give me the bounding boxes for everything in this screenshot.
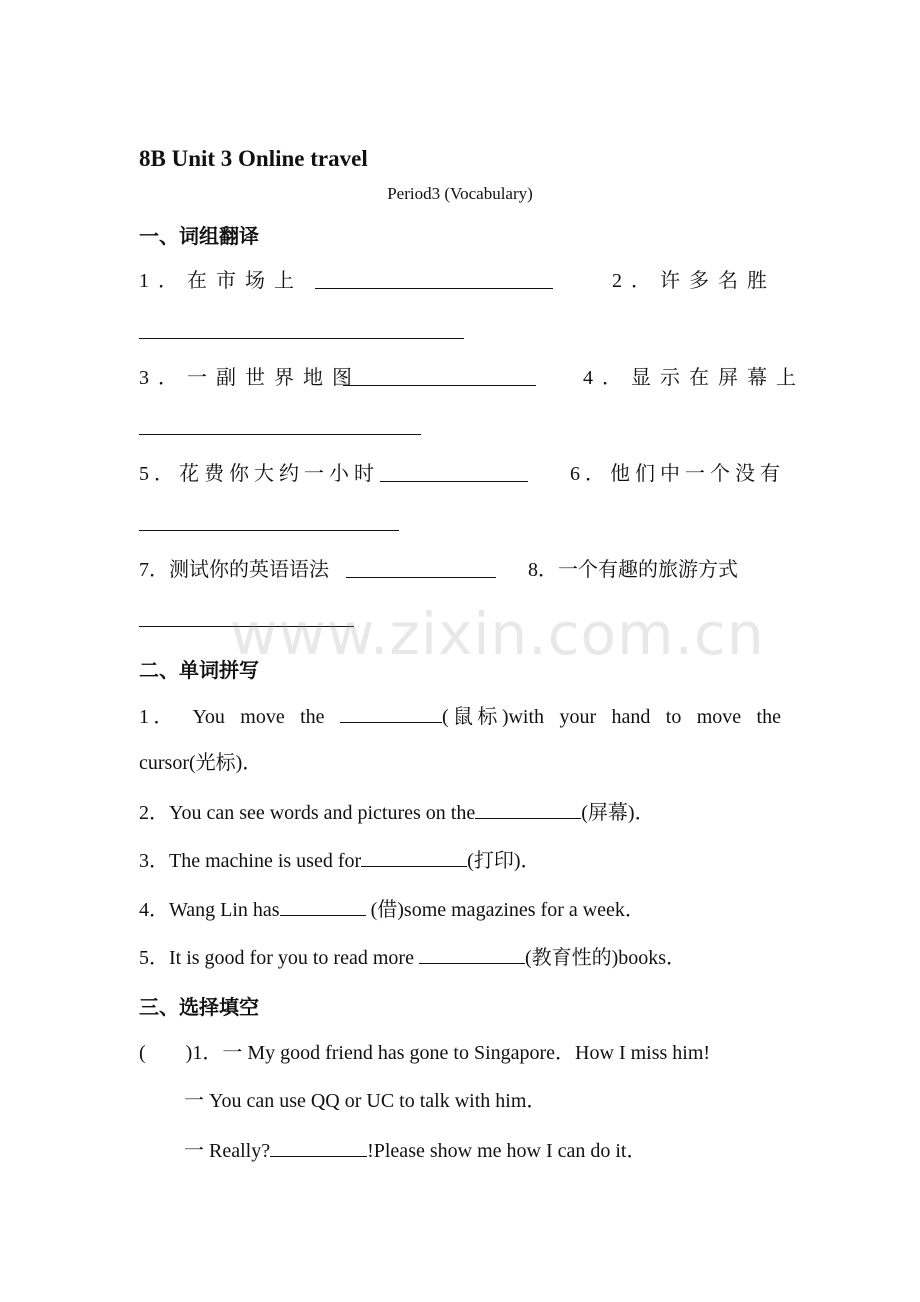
phrase-item-3: 3．一副世界地图 xyxy=(139,367,361,389)
phrase-item-7: 7．测试你的英语语法 xyxy=(139,559,329,581)
spelling-blank-3[interactable] xyxy=(361,846,467,867)
section-1-heading: 一、词组翻译 xyxy=(139,224,259,248)
spelling-item-1-cont: cursor(光标)． xyxy=(139,752,263,774)
phrase-item-1: 1．在市场上 xyxy=(139,270,303,292)
spelling-blank-4[interactable] xyxy=(280,895,366,916)
section-2-heading: 二、单词拼写 xyxy=(139,658,259,682)
phrase-item-4: 4．显示在屏幕上 xyxy=(583,367,805,389)
spelling-blank-1[interactable] xyxy=(340,702,442,723)
spelling-item-1: 1． You move the (鼠标)with your hand to move the xyxy=(139,702,781,730)
section-3-heading: 三、选择填空 xyxy=(139,995,259,1019)
phrase-item-2: 2．许多名胜 xyxy=(612,270,776,292)
answer-blank-6[interactable] xyxy=(139,510,399,531)
spelling-blank-2[interactable] xyxy=(475,798,581,819)
choice-question-1-line-2: 一 You can use QQ or UC to talk with him． xyxy=(184,1090,547,1112)
page-title: 8B Unit 3 Online travel xyxy=(139,146,368,171)
watermark: www.zixin.com.cn xyxy=(230,600,765,668)
spelling-item-2: 2．You can see words and pictures on the (屏幕)． xyxy=(139,798,781,826)
answer-blank-7[interactable] xyxy=(346,557,496,578)
page-subtitle: Period3 (Vocabulary) xyxy=(387,184,533,203)
choice-blank-1[interactable] xyxy=(270,1136,367,1157)
answer-blank-3[interactable] xyxy=(343,365,536,386)
phrase-item-6: 6．他们中一个没有 xyxy=(570,463,785,485)
answer-blank-4[interactable] xyxy=(139,414,421,435)
spelling-item-4: 4．Wang Lin has (借)some magazines for a week． xyxy=(139,895,781,923)
phrase-item-5: 5．花费你大约一小时 xyxy=(139,463,379,485)
answer-blank-5[interactable] xyxy=(380,461,528,482)
spelling-item-3: 3．The machine is used for (打印)． xyxy=(139,846,781,874)
answer-blank-1[interactable] xyxy=(315,268,553,289)
choice-question-1: ( )1．一 My good friend has gone to Singapore．How I miss him! xyxy=(139,1042,711,1064)
spelling-item-5: 5．It is good for you to read more (教育性的)books． xyxy=(139,943,781,971)
answer-paren[interactable]: ( ) xyxy=(139,1042,193,1064)
answer-blank-2[interactable] xyxy=(139,318,464,339)
phrase-item-8: 8．一个有趣的旅游方式 xyxy=(528,559,738,581)
spelling-blank-5[interactable] xyxy=(419,943,525,964)
choice-question-1-line-3: 一 Really? !Please show me how I can do it． xyxy=(184,1136,781,1164)
